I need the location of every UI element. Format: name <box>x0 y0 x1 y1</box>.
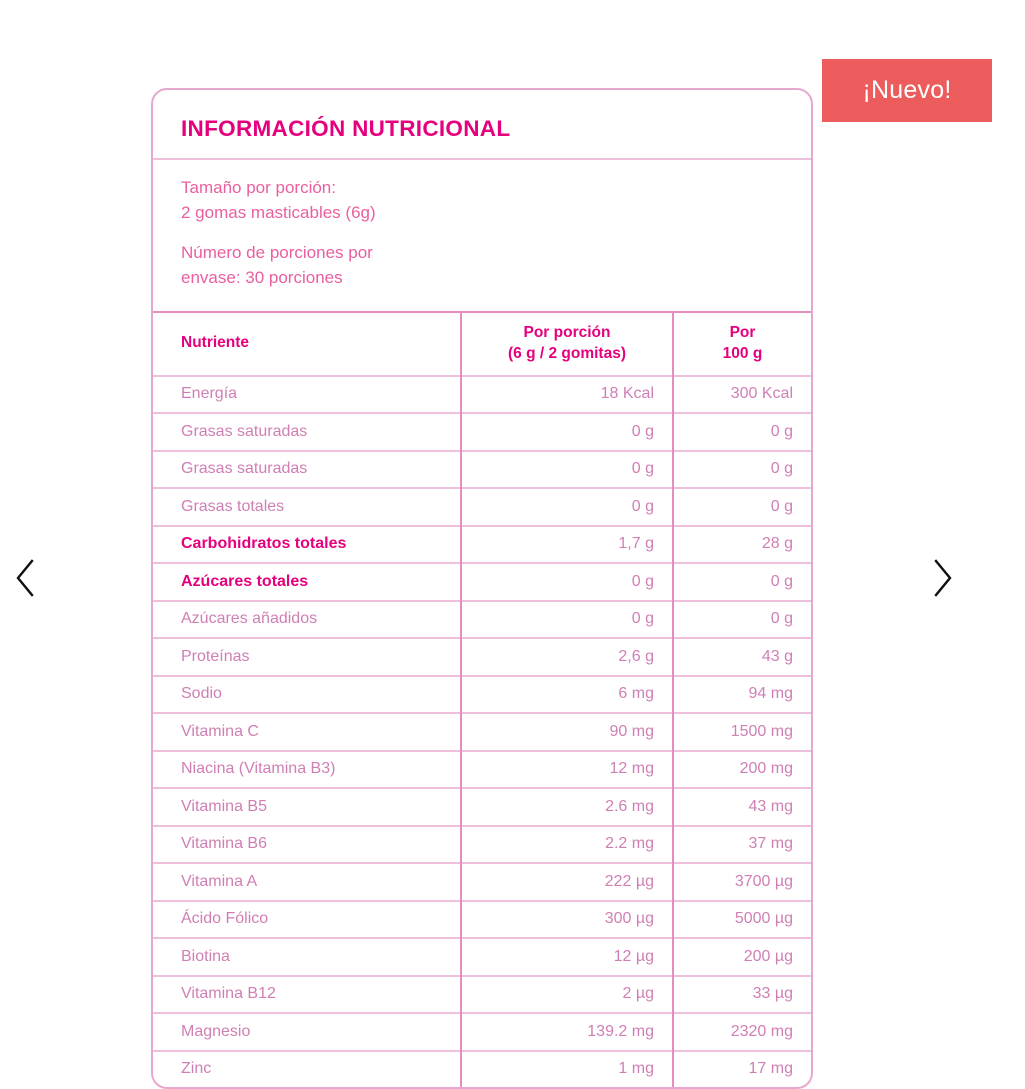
cell-nutrient-name: Niacina (Vitamina B3) <box>153 751 461 789</box>
cell-per-serving: 18 Kcal <box>461 376 673 414</box>
table-header <box>153 312 811 376</box>
cell-nutrient-name: Grasas saturadas <box>153 451 461 489</box>
new-badge-label: ¡Nuevo! <box>862 76 952 104</box>
cell-per-100g: 200 mg <box>673 751 811 789</box>
servings-per-container-label: Número de porciones por <box>181 243 373 263</box>
cell-per-serving: 2 µg <box>461 976 673 1014</box>
cell-per-100g: 28 g <box>673 526 811 564</box>
chevron-left-icon <box>13 558 37 598</box>
serving-size-value: 2 gomas masticables (6g) <box>181 202 376 222</box>
table-row <box>153 713 811 751</box>
nutrition-facts-card <box>151 88 813 1089</box>
cell-per-serving: 12 mg <box>461 751 673 789</box>
table-row <box>153 376 811 414</box>
cell-nutrient-name: Grasas totales <box>153 488 461 526</box>
cell-per-100g: 3700 µg <box>673 863 811 901</box>
cell-per-serving: 0 g <box>461 413 673 451</box>
table-row <box>153 638 811 676</box>
cell-per-serving: 222 µg <box>461 863 673 901</box>
table-row <box>153 901 811 939</box>
table-row <box>153 1013 811 1051</box>
cell-nutrient-name: Azúcares añadidos <box>153 601 461 639</box>
cell-per-100g: 94 mg <box>673 676 811 714</box>
cell-nutrient-name: Azúcares totales <box>153 563 461 601</box>
cell-per-serving: 1,7 g <box>461 526 673 564</box>
table-row <box>153 488 811 526</box>
chevron-right-icon <box>931 558 955 598</box>
cell-per-100g: 0 g <box>673 413 811 451</box>
table-row <box>153 413 811 451</box>
cell-nutrient-name: Vitamina C <box>153 713 461 751</box>
table-row <box>153 601 811 639</box>
cell-per-100g: 2320 mg <box>673 1013 811 1051</box>
cell-nutrient-name: Carbohidratos totales <box>153 526 461 564</box>
table-row <box>153 451 811 489</box>
carousel-next-button[interactable] <box>920 548 966 608</box>
carousel-prev-button[interactable] <box>2 548 48 608</box>
cell-per-serving: 2.2 mg <box>461 826 673 864</box>
table-row <box>153 826 811 864</box>
cell-per-100g: 33 µg <box>673 976 811 1014</box>
table-body <box>153 376 811 1088</box>
column-header-per-100g-line2: 100 g <box>722 344 763 362</box>
cell-per-100g: 300 Kcal <box>673 376 811 414</box>
column-header-per-serving-line2: (6 g / 2 gomitas) <box>508 344 626 362</box>
table-row <box>153 788 811 826</box>
cell-per-serving: 2,6 g <box>461 638 673 676</box>
servings-per-container-value: envase: 30 porciones <box>181 267 343 287</box>
cell-nutrient-name: Sodio <box>153 676 461 714</box>
column-header-per-serving-line1: Por porción <box>523 324 611 342</box>
cell-per-serving: 0 g <box>461 451 673 489</box>
table-row <box>153 676 811 714</box>
serving-info-spacer <box>181 225 811 241</box>
cell-per-serving: 90 mg <box>461 713 673 751</box>
cell-nutrient-name: Grasas saturadas <box>153 413 461 451</box>
cell-per-serving: 0 g <box>461 488 673 526</box>
column-header-nutrient: Nutriente <box>153 312 461 376</box>
cell-per-serving: 2.6 mg <box>461 788 673 826</box>
cell-per-100g: 43 g <box>673 638 811 676</box>
cell-per-100g: 0 g <box>673 451 811 489</box>
cell-per-serving: 139.2 mg <box>461 1013 673 1051</box>
nutrition-table <box>153 311 811 1088</box>
cell-per-100g: 0 g <box>673 563 811 601</box>
cell-per-100g: 0 g <box>673 488 811 526</box>
cell-per-100g: 43 mg <box>673 788 811 826</box>
cell-per-serving: 6 mg <box>461 676 673 714</box>
cell-nutrient-name: Ácido Fólico <box>153 901 461 939</box>
table-row <box>153 751 811 789</box>
cell-nutrient-name: Proteínas <box>153 638 461 676</box>
serving-size-label: Tamaño por porción: <box>181 178 336 197</box>
cell-per-serving: 1 mg <box>461 1051 673 1088</box>
table-row <box>153 938 811 976</box>
cell-per-serving: 12 µg <box>461 938 673 976</box>
cell-per-100g: 37 mg <box>673 826 811 864</box>
card-title: INFORMACIÓN NUTRICIONAL <box>181 116 511 141</box>
cell-per-serving: 0 g <box>461 601 673 639</box>
serving-info <box>153 160 811 311</box>
cell-per-100g: 5000 µg <box>673 901 811 939</box>
cell-nutrient-name: Biotina <box>153 938 461 976</box>
cell-nutrient-name: Vitamina A <box>153 863 461 901</box>
column-header-per-100g-line1: Por <box>729 324 756 342</box>
table-row <box>153 1051 811 1088</box>
table-row <box>153 976 811 1014</box>
cell-nutrient-name: Energía <box>153 376 461 414</box>
cell-nutrient-name: Vitamina B5 <box>153 788 461 826</box>
cell-nutrient-name: Vitamina B6 <box>153 826 461 864</box>
cell-per-100g: 17 mg <box>673 1051 811 1088</box>
column-header-per-serving <box>461 312 673 376</box>
table-header-row <box>153 312 811 376</box>
table-row <box>153 563 811 601</box>
cell-per-100g: 0 g <box>673 601 811 639</box>
cell-nutrient-name: Vitamina B12 <box>153 976 461 1014</box>
new-badge <box>822 59 992 122</box>
cell-per-100g: 1500 mg <box>673 713 811 751</box>
cell-per-serving: 300 µg <box>461 901 673 939</box>
cell-per-100g: 200 µg <box>673 938 811 976</box>
cell-per-serving: 0 g <box>461 563 673 601</box>
cell-nutrient-name: Magnesio <box>153 1013 461 1051</box>
table-row <box>153 863 811 901</box>
table-row <box>153 526 811 564</box>
column-header-per-100g <box>673 312 811 376</box>
cell-nutrient-name: Zinc <box>153 1051 461 1088</box>
